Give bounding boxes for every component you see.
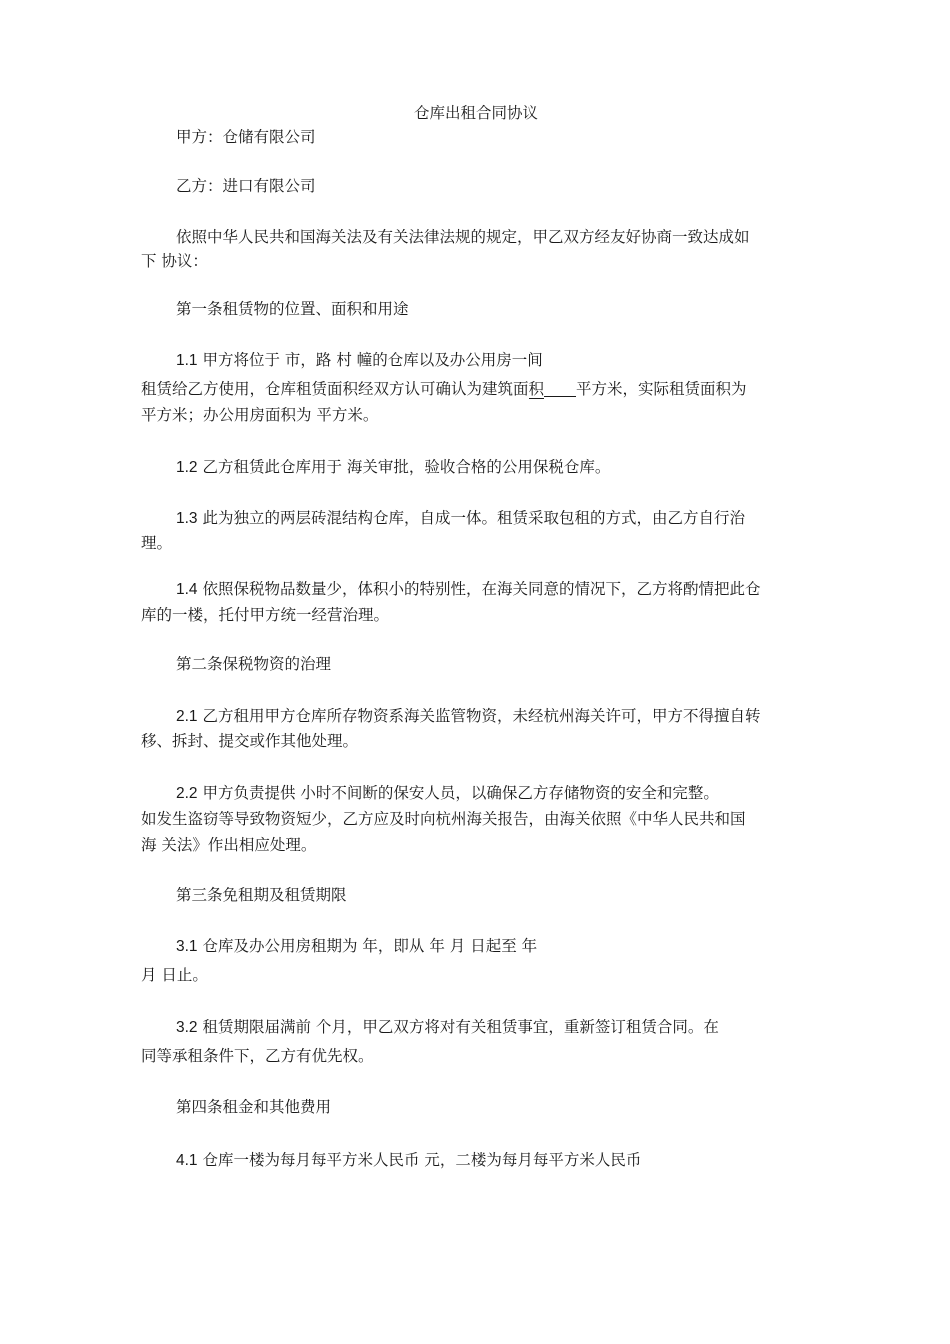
clause-text: 仓库及办公用房租期为 年，即从 年 月 日起至 年 [202, 937, 538, 955]
clause-text: 乙方租用甲方仓库所存物资系海关监管物资，未经杭州海关许可，甲方不得擅自转 [202, 707, 761, 725]
clause-text: 此为独立的两层砖混结构仓库，自成一体。租赁采取包租的方式，由乙方自行治 [202, 509, 746, 527]
clause-1-2-line-1 [176, 456, 610, 479]
clause-1-1-line-3: 平方米；办公用房面积为 平方米。 [141, 406, 379, 424]
document-title: 仓库出租合同协议 [414, 104, 539, 122]
fill-in-blank [544, 380, 576, 397]
clause-number: 2.2 [176, 785, 198, 802]
clause-1-1-line-1 [176, 349, 543, 372]
article-3-heading: 第三条免租期及租赁期限 [176, 886, 347, 904]
article-1-heading: 第一条租赁物的位置、面积和用途 [176, 300, 409, 318]
clause-1-3-line-2: 理。 [141, 534, 173, 552]
clause-number: 1.3 [176, 510, 198, 527]
clause-1-1-line-2 [141, 378, 747, 400]
party-b: 乙方：进口有限公司 [176, 177, 316, 195]
clause-text: 甲方将位于 市，路 村 幢的仓库以及办公用房一间 [202, 351, 543, 369]
preamble-line-1: 依照中华人民共和国海关法及有关法律法规的规定，甲乙双方经友好协商一致达成如 [176, 228, 750, 246]
clause-text: 乙方租赁此仓库用于 海关审批，验收合格的公用保税仓库。 [202, 458, 611, 476]
clause-text: 平方米，实际租赁面积为 [576, 380, 747, 398]
article-4-heading: 第四条租金和其他费用 [176, 1098, 332, 1116]
preamble-line-2: 下 协议： [141, 252, 208, 270]
clause-2-2-line-2: 如发生盗窃等导致物资短少，乙方应及时向杭州海关报告，由海关依照《中华人民共和国 [141, 810, 746, 828]
clause-number: 2.1 [176, 708, 198, 725]
clause-3-1-line-1 [176, 935, 537, 958]
clause-1-4-line-2: 库的一楼，托付甲方统一经营治理。 [141, 606, 390, 624]
clause-number: 4.1 [176, 1152, 198, 1169]
clause-number: 3.1 [176, 938, 198, 955]
clause-3-2-line-1 [176, 1016, 719, 1039]
clause-2-1-line-2: 移、拆封、提交或作其他处理。 [141, 732, 359, 750]
clause-number: 1.4 [176, 581, 198, 598]
clause-3-2-line-2: 同等承租条件下，乙方有优先权。 [141, 1047, 374, 1065]
clause-3-1-line-2: 月 日止。 [141, 966, 208, 984]
clause-text: 依照保税物品数量少，体积小的特别性，在海关同意的情况下，乙方将酌情把此仓 [202, 580, 761, 598]
clause-number: 3.2 [176, 1019, 198, 1036]
clause-1-3-line-1 [176, 507, 745, 530]
underlined-text: 积 [528, 380, 545, 398]
clause-text: 仓库一楼为每月每平方米人民币 元，二楼为每月每平方米人民币 [202, 1151, 642, 1169]
clause-4-1-line-1 [176, 1149, 641, 1172]
clause-2-2-line-1 [176, 782, 719, 805]
clause-text: 甲方负责提供 小时不间断的保安人员，以确保乙方存储物资的安全和完整。 [202, 784, 719, 802]
article-2-heading: 第二条保税物资的治理 [176, 655, 332, 673]
clause-2-2-line-3: 海 关法》作出相应处理。 [141, 836, 317, 854]
clause-text: 租赁给乙方使用，仓库租赁面积经双方认可确认为建筑面 [141, 380, 529, 398]
clause-text: 租赁期限届满前 个月，甲乙双方将对有关租赁事宜，重新签订租赁合同。在 [202, 1018, 719, 1036]
party-a: 甲方：仓储有限公司 [176, 128, 316, 146]
clause-2-1-line-1 [176, 705, 761, 728]
clause-number: 1.2 [176, 459, 198, 476]
clause-1-4-line-1 [176, 578, 761, 601]
clause-number: 1.1 [176, 352, 198, 369]
